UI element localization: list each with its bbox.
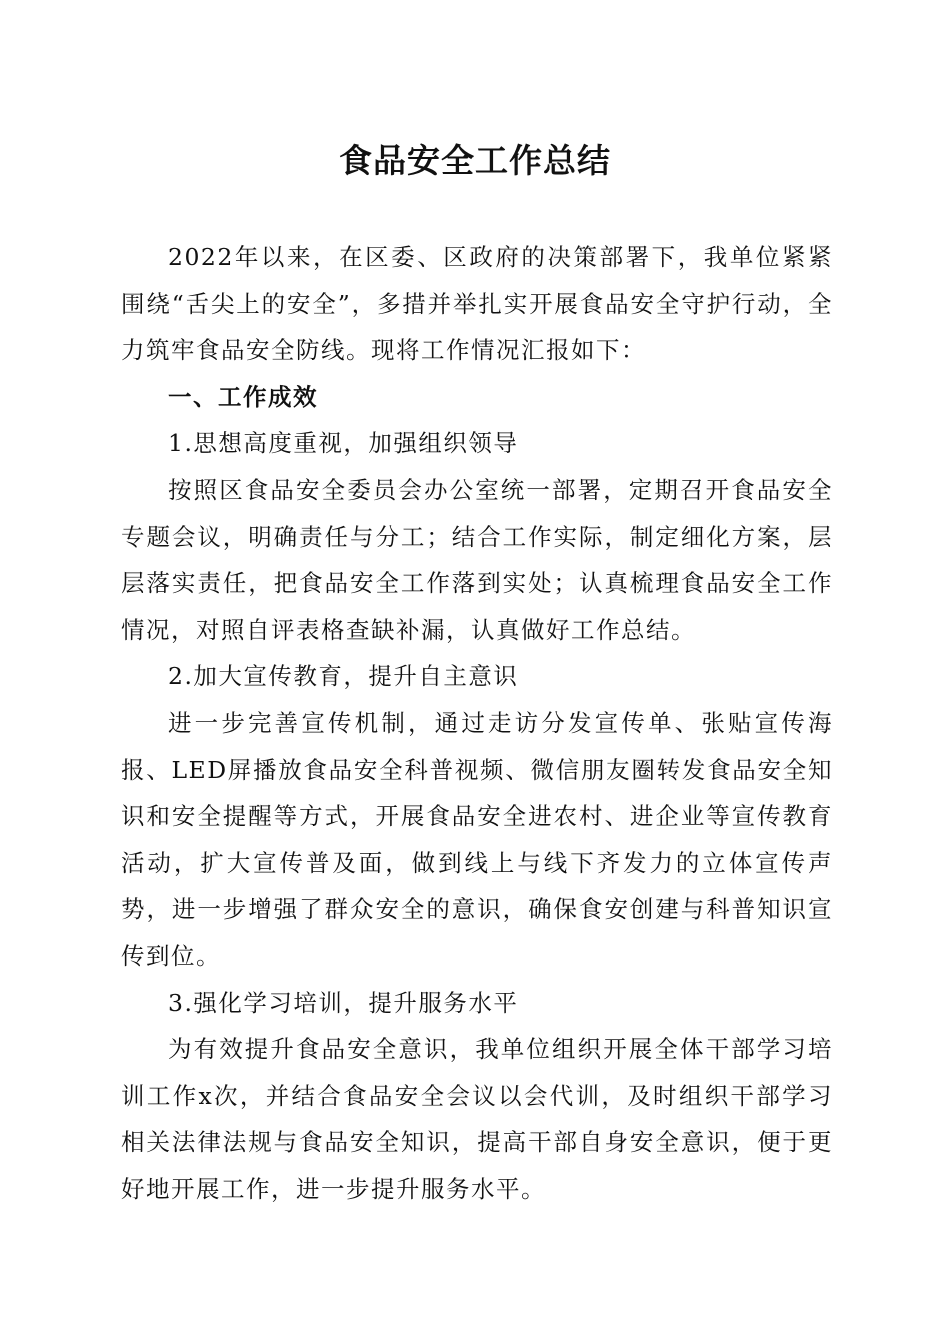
section-heading: 一、工作成效 [168,382,318,411]
subsection-heading-3: 3.强化学习培训，提升服务水平 [168,988,519,1017]
subsection-paragraph-3: 为有效提升食品安全意识，我单位组织开展全体干部学习培训工作x次，并结合食品安全会议以会代训，及时组织干部学习相关法律法规与食品安全知识，提高干部自身安全意识，便于更好地开展工作，进一步提升服务水平。 [121,1035,833,1203]
subsection-heading-1: 1.思想高度重视，加强组织领导 [168,429,519,458]
intro-paragraph: 2022年以来，在区委、区政府的决策部署下，我单位紧紧围绕“舌尖上的安全”，多措并举扎实开展食品安全守护行动，全力筑牢食品安全防线。现将工作情况汇报如下： [121,243,833,365]
subsection-paragraph-2: 进一步完善宣传机制，通过走访分发宣传单、张贴宣传海报、LED屏播放食品安全科普视频、微信朋友圈转发食品安全知识和安全提醒等方式，开展食品安全进农村、进企业等宣传教育活动，扩大宣传普及面，做到线上与线下齐发力的立体宣传声势，进一步增强了群众安全的意识，确保食安创建与科普知识宣传到位。 [121,708,833,970]
document-title: 食品安全工作总结 [339,141,611,180]
subsection-paragraph-1: 按照区食品安全委员会办公室统一部署，定期召开食品安全专题会议，明确责任与分工；结合工作实际，制定细化方案，层层落实责任，把食品安全工作落到实处；认真梳理食品安全工作情况，对照自评表格查缺补漏，认真做好工作总结。 [121,475,833,644]
document-body [121,234,833,1212]
subsection-heading-2: 2.加大宣传教育，提升自主意识 [168,662,519,691]
